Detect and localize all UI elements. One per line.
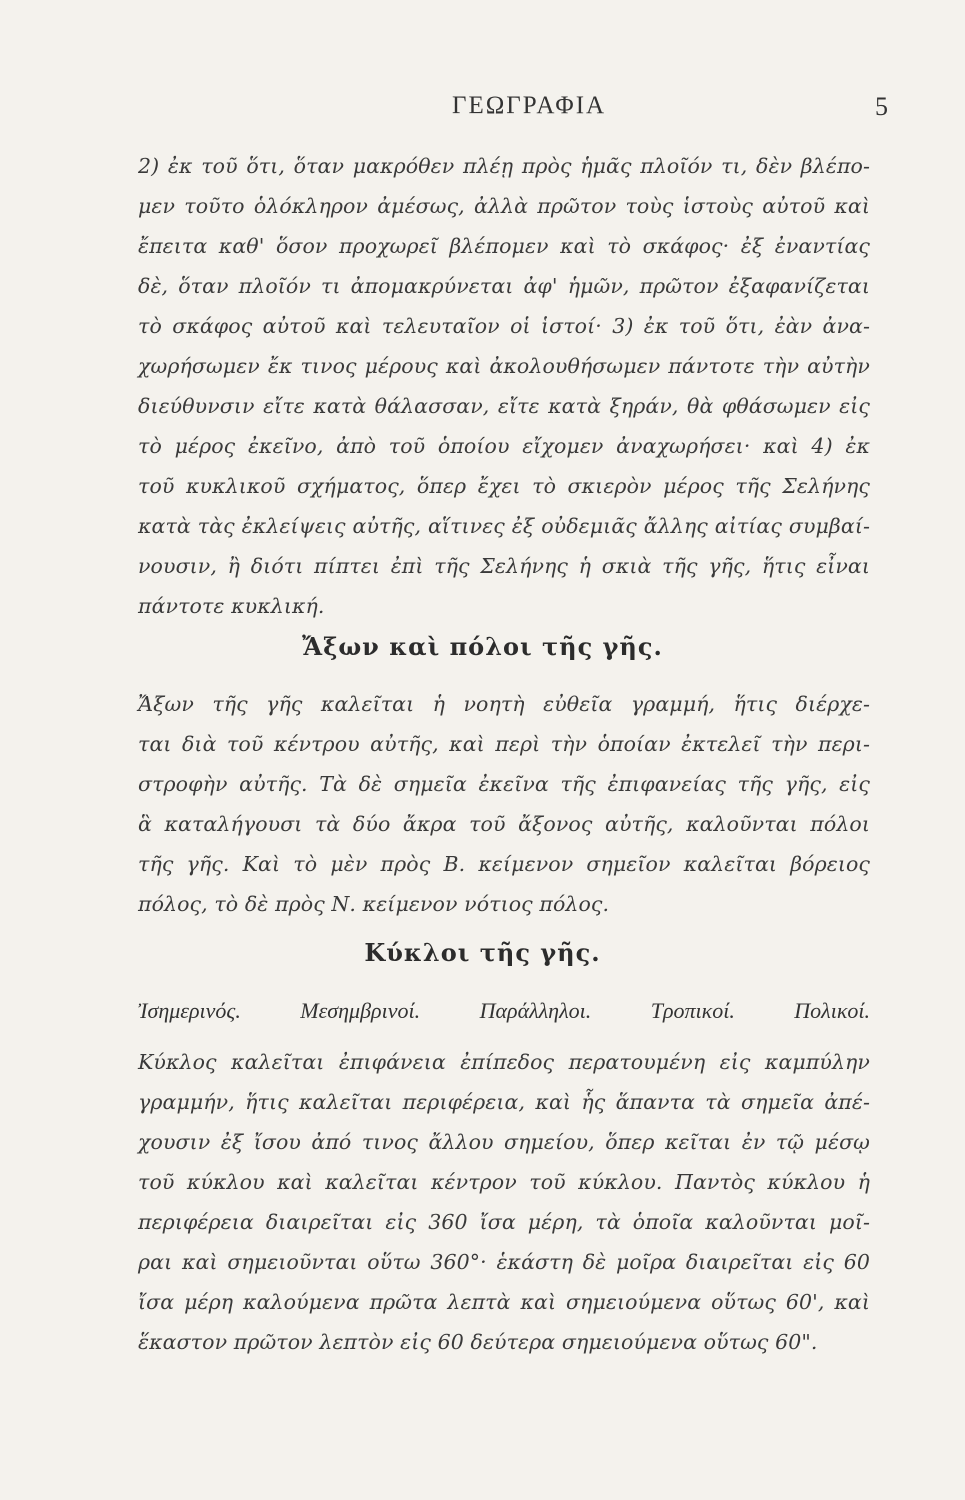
text-line: ἴσα μέρη καλούμενα πρῶτα λεπτὰ καὶ σημειούμενα οὕτως 60', καὶ xyxy=(138,1290,870,1314)
text-line: ἕκαστον πρῶτον λεπτὸν εἰς 60 δεύτερα σημειούμενα οὕτως 60". xyxy=(138,1330,818,1354)
text-line: πάντοτε κυκλική. xyxy=(138,594,325,618)
text-line: Κύκλος καλεῖται ἐπιφάνεια ἐπίπεδος περατουμένη εἰς καμπύλην xyxy=(138,1050,870,1074)
text-line: νουσιν, ἢ διότι πίπτει ἐπὶ τῆς Σελήνης ἡ σκιὰ τῆς γῆς, ἥτις εἶναι xyxy=(138,554,870,578)
text-line: δὲ, ὅταν πλοῖόν τι ἀπομακρύνεται ἀφ' ἡμῶν, πρῶτον ἐξαφανίζεται xyxy=(138,274,870,298)
text-line: μεν τοῦτο ὁλόκληρον ἀμέσως, ἀλλὰ πρῶτον τοὺς ἱστοὺς αὐτοῦ καὶ xyxy=(138,194,870,218)
text-line: Ἄξων τῆς γῆς καλεῖται ἡ νοητὴ εὐθεῖα γραμμή, ἥτις διέρχε- xyxy=(138,692,870,716)
page-number: 5 xyxy=(875,92,888,121)
text-line: χωρήσωμεν ἔκ τινος μέρους καὶ ἀκολουθήσωμεν πάντοτε τὴν αὐτὴν xyxy=(138,354,870,378)
section-heading-axis-poles: Ἄξων καὶ πόλοι τῆς γῆς. xyxy=(302,632,663,661)
text-line: ται διὰ τοῦ κέντρου αὐτῆς, καὶ περὶ τὴν ὁποίαν ἐκτελεῖ τὴν περι- xyxy=(138,732,870,756)
paragraph-1 xyxy=(138,146,870,626)
text-line: τὸ μέρος ἐκεῖνο, ἀπὸ τοῦ ὁποίου εἴχομεν ἀναχωρήσει· καὶ 4) ἐκ xyxy=(138,434,870,458)
text-line: χουσιν ἐξ ἴσου ἀπό τινος ἄλλου σημείου, ὅπερ κεῖται ἐν τῷ μέσῳ xyxy=(138,1130,870,1154)
text-line: πόλος, τὸ δὲ πρὸς Ν. κείμενον νότιος πόλος. xyxy=(138,892,610,916)
running-head xyxy=(0,92,965,128)
text-line: 2) ἐκ τοῦ ὅτι, ὅταν μακρόθεν πλέῃ πρὸς ἡμᾶς πλοῖόν τι, δὲν βλέπο- xyxy=(138,154,870,178)
paragraph-3 xyxy=(138,1042,870,1362)
text-line: τὸ σκάφος αὐτοῦ καὶ τελευταῖον οἱ ἱστοί· 3) ἐκ τοῦ ὅτι, ἐὰν ἀνα- xyxy=(138,314,870,338)
text-line: περιφέρεια διαιρεῖται εἰς 360 ἴσα μέρη, τὰ ὁποῖα καλοῦνται μοῖ- xyxy=(138,1210,870,1234)
paragraph-2 xyxy=(138,684,870,924)
text-line: τοῦ κυκλικοῦ σχήματος, ὅπερ ἔχει τὸ σκιερὸν μέρος τῆς Σελήνης xyxy=(138,474,870,498)
text-line: ραι καὶ σημειοῦνται οὕτω 360°· ἑκάστη δὲ μοῖρα διαιρεῖται εἰς 60 xyxy=(138,1250,870,1274)
text-line: στροφὴν αὐτῆς. Τὰ δὲ σημεῖα ἐκεῖνα τῆς ἐπιφανείας τῆς γῆς, εἰς xyxy=(138,772,870,796)
text-line: κατὰ τὰς ἐκλείψεις αὐτῆς, αἵτινες ἐξ οὐδεμιᾶς ἄλλης αἰτίας συμβαί- xyxy=(138,514,870,538)
text-line: τῆς γῆς. Καὶ τὸ μὲν πρὸς Β. κείμενον σημεῖον καλεῖται βόρειος xyxy=(138,852,870,876)
section-heading-circles: Κύκλοι τῆς γῆς. xyxy=(364,938,601,967)
text-line: ἃ καταλήγουσι τὰ δύο ἄκρα τοῦ ἄξονος αὐτῆς, καλοῦνται πόλοι xyxy=(138,812,870,836)
topic-list: Ἰσημερινός. Μεσημβρινοί. Παράλληλοι. Τροπικοί. Πολικοί. xyxy=(138,998,870,1023)
text-line: ἔπειτα καθ' ὅσον προχωρεῖ βλέπομεν καὶ τὸ σκάφος· ἐξ ἐναντίας xyxy=(138,234,870,258)
running-head-title: ΓΕΩΓΡΑΦΙΑ xyxy=(452,92,607,119)
text-line: διεύθυνσιν εἴτε κατὰ θάλασσαν, εἴτε κατὰ ξηράν, θὰ φθάσωμεν εἰς xyxy=(138,394,870,418)
text-line: τοῦ κύκλου καὶ καλεῖται κέντρον τοῦ κύκλου. Παντὸς κύκλου ἡ xyxy=(138,1170,870,1194)
text-line: γραμμήν, ἥτις καλεῖται περιφέρεια, καὶ ἧς ἅπαντα τὰ σημεῖα ἀπέ- xyxy=(138,1090,870,1114)
